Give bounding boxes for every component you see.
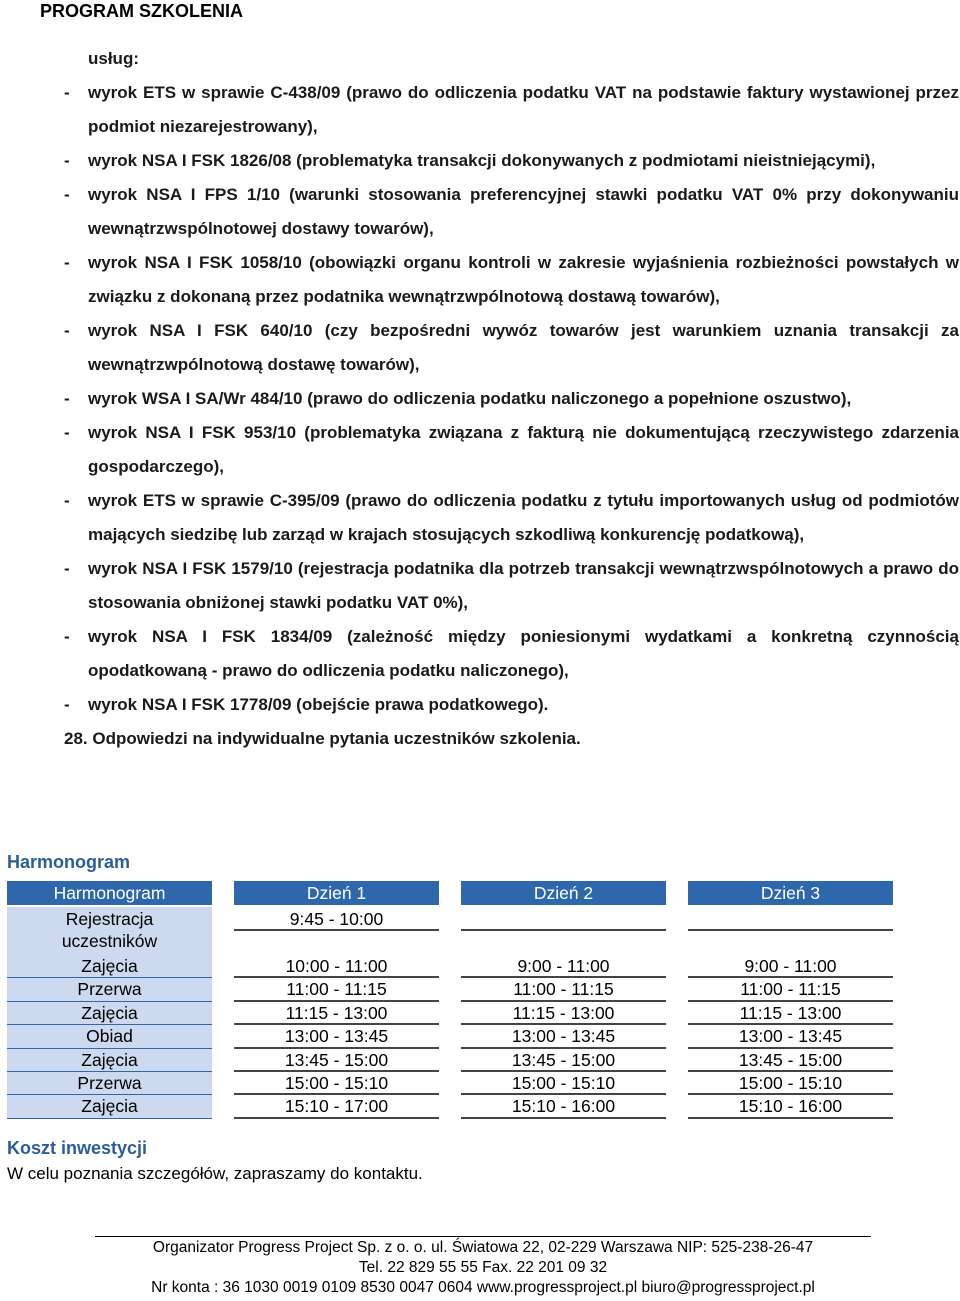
row-label-line: uczestników [61,931,158,951]
time-cell-day1: 11:15 - 13:00 [234,1002,439,1025]
item-dash: - [64,491,70,510]
table-row [7,955,897,978]
row-label: Przerwa [7,978,212,1001]
item-dash: - [64,185,70,204]
program-item [64,76,959,144]
item-dash: - [64,627,70,646]
time-cell-day3: 13:45 - 15:00 [688,1049,893,1072]
time-cell-day3: 9:00 - 11:00 [688,955,893,978]
program-item [64,620,959,688]
row-label: Zajęcia [7,1049,212,1072]
time-cell-day3: 11:00 - 11:15 [688,978,893,1001]
time-cell-day3: 13:00 - 13:45 [688,1025,893,1048]
program-item [64,144,959,178]
program-item [64,178,959,246]
item-dash: - [64,253,70,272]
row-label: Zajęcia [7,1002,212,1025]
item-text: wyrok NSA I FPS 1/10 (warunki stosowania preferencyjnej stawki podatku VAT 0% przy dokonywaniu wewnątrzwspólnotowej dostawy towarów), [88,185,959,238]
schedule-header-row [7,881,897,905]
program-final-point: 28. Odpowiedzi na indywidualne pytania uczestników szkolenia. [64,729,581,748]
item-text: wyrok NSA I FSK 640/10 (czy bezpośredni wywóz towarów jest warunkiem uznania transakcji za wewnątrzwpólnotową dostawę towarów), [88,321,959,374]
item-text: wyrok NSA I FSK 953/10 (problematyka związana z fakturą nie dokumentującą rzeczywistego zdarzenia gospodarczego), [88,423,959,476]
program-item [64,688,959,722]
row-label-line: Rejestracja [65,909,154,929]
table-row [7,1002,897,1025]
cost-description: W celu poznania szczegółów, zapraszamy do kontaktu. [7,1164,423,1183]
time-cell-day2: 13:45 - 15:00 [461,1049,666,1072]
program-item [64,484,959,552]
program-item [64,552,959,620]
footer-account: Nr konta : 36 1030 0019 0109 8530 0047 0604 www.progressproject.pl biuro@progressproject.pl [151,1279,815,1296]
item-dash: - [64,423,70,442]
item-text: wyrok WSA I SA/Wr 484/10 (prawo do odliczenia podatku naliczonego a popełnione oszustwo), [88,389,852,408]
row-label: Zajęcia [7,1095,212,1118]
item-text: wyrok ETS w sprawie C-438/09 (prawo do odliczenia podatku VAT na podstawie faktury wystawionej przez podmiot niezarejestrowany), [88,83,959,136]
row-label: Przerwa [7,1072,212,1095]
item-dash: - [64,83,70,102]
time-cell-day3: 15:00 - 15:10 [688,1072,893,1095]
header-cell-day2: Dzień 2 [461,881,666,905]
table-row [7,907,897,955]
time-cell-day2: 11:15 - 13:00 [461,1002,666,1025]
cost-section-title: Koszt inwestycji [7,1138,148,1158]
item-text: wyrok NSA I FSK 1058/10 (obowiązki organu kontroli w zakresie wyjaśnienia rozbieżności powstałych w związku z dokonaną przez podatnika wewnątrzwpólnotową dostawą towarów), [88,253,959,306]
row-label: Zajęcia [7,955,212,978]
item-dash: - [64,389,70,408]
item-dash: - [64,559,70,578]
item-text: wyrok ETS w sprawie C-395/09 (prawo do odliczenia podatku z tytułu importowanych usług od podmiotów mających siedzibę lub zarząd w krajach stosujących szkodliwą konkurencję podatkową), [88,491,959,544]
footer [60,1238,906,1298]
item-dash: - [64,321,70,340]
program-section [64,42,959,756]
item-text: wyrok NSA I FSK 1826/08 (problematyka transakcji dokonywanych z podmiotami nieistniejącymi), [88,151,876,170]
item-text: wyrok NSA I FSK 1834/09 (zależność między poniesionymi wydatkami a konkretną czynnością opodatkowaną - prawo do odliczenia podatku naliczonego), [88,627,959,680]
time-cell-day1: 15:00 - 15:10 [234,1072,439,1095]
row-label [7,907,212,955]
time-cell-day1: 13:00 - 13:45 [234,1025,439,1048]
time-cell-day2: 9:00 - 11:00 [461,955,666,978]
item-text: wyrok NSA I FSK 1579/10 (rejestracja podatnika dla potrzeb transakcji wewnątrzwspólnotowych a prawo do stosowania obniżonej stawki podatku VAT 0%), [88,559,959,612]
time-cell-day1: 11:00 - 11:15 [234,978,439,1001]
footer-divider [95,1236,871,1237]
page-header-title: PROGRAM SZKOLENIA [40,1,244,21]
time-cell-day3: 11:15 - 13:00 [688,1002,893,1025]
table-row [7,1095,897,1118]
time-cell-day2 [461,907,666,931]
time-cell-day1: 9:45 - 10:00 [234,907,439,931]
program-item [64,314,959,382]
table-row [7,1025,897,1048]
footer-organizer: Organizator Progress Project Sp. z o. o. ul. Światowa 22, 02-229 Warszawa NIP: 525-238-26-47 [152,1239,814,1256]
time-cell-day2: 13:00 - 13:45 [461,1025,666,1048]
header-cell-day3: Dzień 3 [688,881,893,905]
header-cell-day1: Dzień 1 [234,881,439,905]
time-cell-day3: 15:10 - 16:00 [688,1095,893,1118]
time-cell-day1: 13:45 - 15:00 [234,1049,439,1072]
table-row [7,1049,897,1072]
harmonogram-section-title: Harmonogram [7,852,131,872]
table-row [7,978,897,1001]
time-cell-day2: 15:00 - 15:10 [461,1072,666,1095]
table-row [7,1072,897,1095]
time-cell-day2: 11:00 - 11:15 [461,978,666,1001]
program-lead: usług: [88,49,139,68]
program-item [64,416,959,484]
schedule-table [7,881,897,1119]
time-cell-day3 [688,907,893,931]
time-cell-day1: 10:00 - 11:00 [234,955,439,978]
row-label: Obiad [7,1025,212,1048]
time-cell-day1: 15:10 - 17:00 [234,1095,439,1118]
item-text: wyrok NSA I FSK 1778/09 (obejście prawa podatkowego). [88,695,549,714]
time-cell-day2: 15:10 - 16:00 [461,1095,666,1118]
item-dash: - [64,151,70,170]
footer-phone: Tel. 22 829 55 55 Fax. 22 201 09 32 [358,1259,608,1276]
program-item [64,246,959,314]
header-cell-harmonogram: Harmonogram [7,881,212,905]
program-item [64,382,959,416]
item-dash: - [64,695,70,714]
